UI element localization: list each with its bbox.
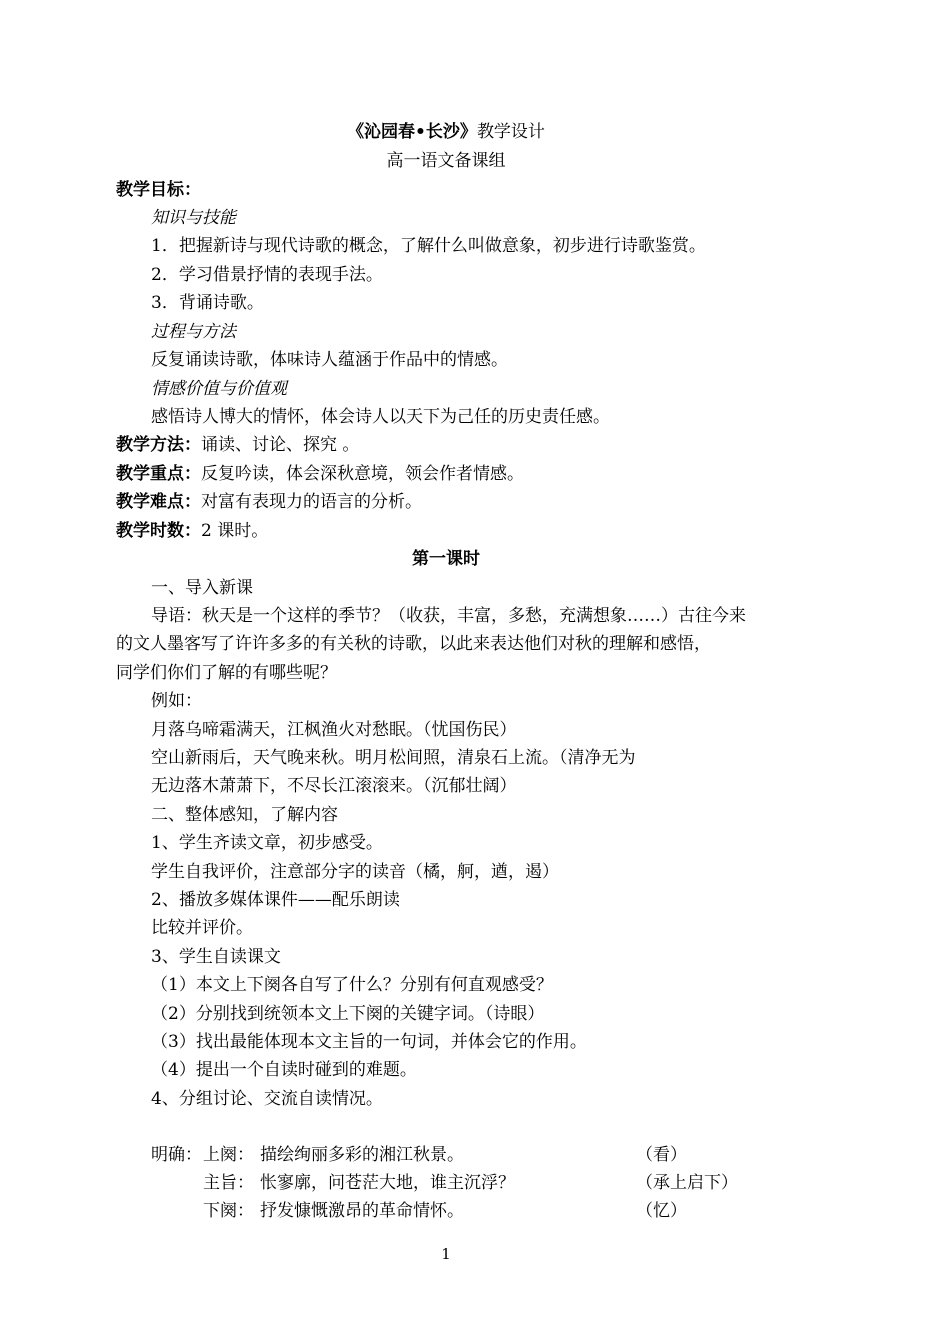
lesson-line: 空山新雨后，天气晚来秋。明月松间照，清泉石上流。（清净无为 — [151, 748, 636, 768]
lesson-line: （1）本文上下阕各自写了什么？分别有何直观感受？ — [151, 975, 553, 995]
title-suffix: 教学设计 — [476, 122, 545, 142]
lesson-line: （3）找出最能体现本文主旨的一句词，并体会它的作用。 — [151, 1032, 587, 1052]
lesson-line: 一、导入新课 — [151, 578, 253, 598]
knowledge-heading: 知识与技能 — [151, 208, 236, 228]
page-number: 1 — [441, 1245, 451, 1263]
info-value: 反复吟读，体会深秋意境，领会作者情感。 — [201, 464, 524, 484]
value-heading: 情感价值与价值观 — [151, 379, 287, 399]
lesson-line: 二、整体感知，了解内容 — [151, 805, 338, 825]
clarify-row-name: 主旨： — [203, 1173, 254, 1193]
info-row-difficulty — [116, 490, 422, 514]
lesson-line: 同学们你们了解的有哪些呢？ — [116, 663, 337, 683]
clarify-label: 明确： — [151, 1145, 202, 1165]
lesson-line: 3、学生自读课文 — [151, 947, 281, 967]
lesson-line: 的文人墨客写了许许多多的有关秋的诗歌，以此来表达他们对秋的理解和感悟， — [116, 634, 711, 654]
lesson-line: （4）提出一个自读时碰到的难题。 — [151, 1060, 417, 1080]
info-value: 诵读、讨论、探究 。 — [201, 435, 360, 455]
info-label: 教学难点： — [116, 492, 201, 512]
lesson-heading: 第一课时 — [412, 549, 480, 569]
clarify-row-text: 抒发慷慨激昂的革命情怀。 — [260, 1201, 464, 1221]
process-text: 反复诵读诗歌，体味诗人蕴涵于作品中的情感。 — [151, 350, 508, 370]
document-title — [0, 120, 892, 144]
lesson-line: 学生自我评价，注意部分字的读音（橘，舸，遒，遏） — [151, 862, 559, 882]
clarify-row-note: （承上启下） — [636, 1173, 738, 1193]
info-row-method — [116, 433, 359, 457]
info-row-focus — [116, 462, 524, 486]
objectives-heading: 教学目标： — [116, 180, 201, 200]
info-value: 2 课时。 — [201, 521, 269, 541]
objective-item: 1．把握新诗与现代诗歌的概念，了解什么叫做意象，初步进行诗歌鉴赏。 — [151, 236, 706, 256]
info-label: 教学时数： — [116, 521, 201, 541]
lesson-line: 例如： — [151, 691, 202, 711]
title-main: 《沁园春•长沙》 — [347, 122, 477, 142]
info-row-hours — [116, 519, 268, 543]
clarify-row-note: （忆） — [636, 1201, 687, 1221]
objective-item: 2．学习借景抒情的表现手法。 — [151, 265, 383, 285]
info-value: 对富有表现力的语言的分析。 — [201, 492, 422, 512]
lesson-line: 2、播放多媒体课件——配乐朗读 — [151, 890, 400, 910]
lesson-line: 比较并评价。 — [151, 918, 253, 938]
document-subtitle: 高一语文备课组 — [386, 151, 506, 171]
objective-item: 3．背诵诗歌。 — [151, 293, 264, 313]
lesson-line: 1、学生齐读文章，初步感受。 — [151, 833, 383, 853]
value-text: 感悟诗人博大的情怀，体会诗人以天下为己任的历史责任感。 — [151, 407, 610, 427]
clarify-row-text: 怅寥廓，问苍茫大地，谁主沉浮？ — [260, 1173, 515, 1193]
lesson-line: 4、分组讨论、交流自读情况。 — [151, 1089, 383, 1109]
lesson-line: 导语：秋天是一个这样的季节？（收获，丰富，多愁，充满想象……）古往今来 — [151, 606, 746, 626]
clarify-row-note: （看） — [636, 1145, 687, 1165]
lesson-line: 月落乌啼霜满天，江枫渔火对愁眠。（忧国伤民） — [151, 720, 517, 740]
info-label: 教学方法： — [116, 435, 201, 455]
process-heading: 过程与方法 — [151, 322, 236, 342]
clarify-row-name: 上阕： — [203, 1145, 254, 1165]
lesson-line: 无边落木萧萧下，不尽长江滚滚来。（沉郁壮阔） — [151, 776, 517, 796]
clarify-row-text: 描绘绚丽多彩的湘江秋景。 — [260, 1145, 464, 1165]
lesson-line: （2）分别找到统领本文上下阕的关键字词。（诗眼） — [151, 1004, 545, 1024]
clarify-row-name: 下阕： — [203, 1201, 254, 1221]
info-label: 教学重点： — [116, 464, 201, 484]
